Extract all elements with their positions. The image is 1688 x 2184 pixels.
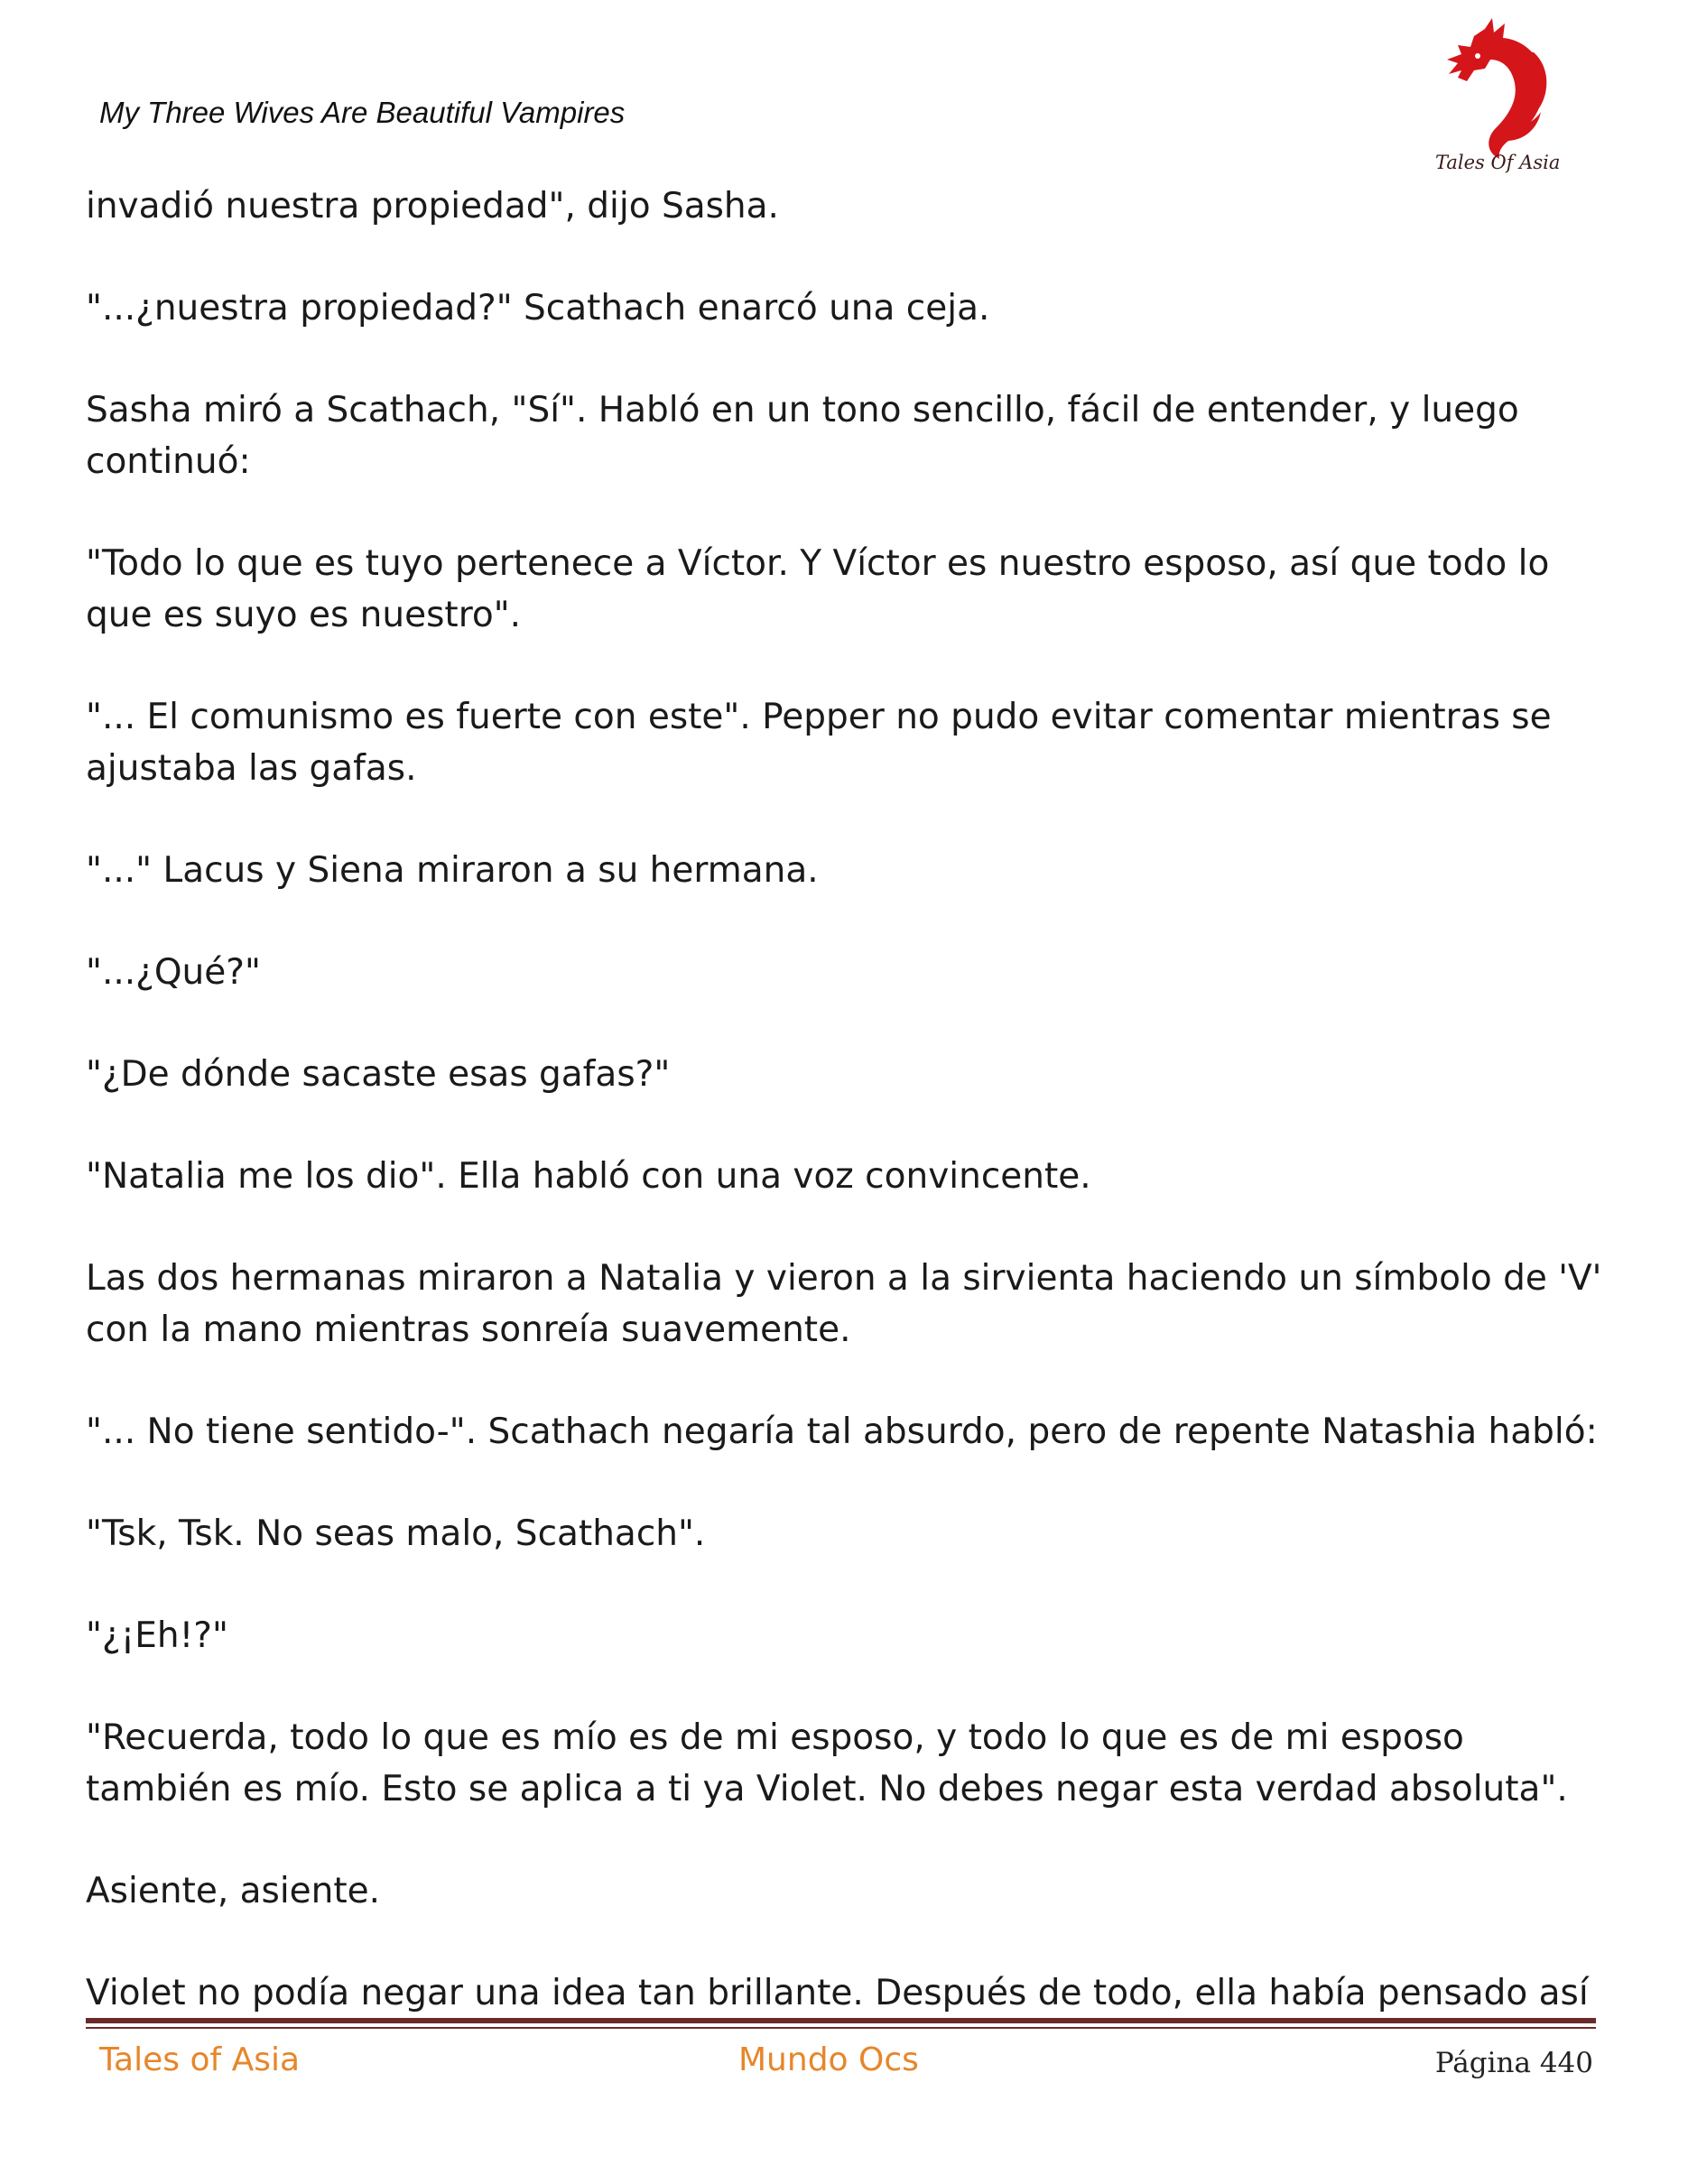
paragraph: "Recuerda, todo lo que es mío es de mi esposo, y todo lo que es de mi esposo también es mío. Esto se aplica a ti ya Violet. No debes negar esta verdad absoluta". [86, 1717, 1568, 1809]
logo-text: Tales Of Asia [1435, 152, 1561, 173]
paragraph: Violet no podía negar una idea tan brillante. Después de todo, ella había pensado así [86, 1973, 1589, 2013]
paragraph: "Todo lo que es tuyo pertenece a Víctor. Y Víctor es nuestro esposo, así que todo lo que es suyo es nuestro". [86, 543, 1550, 635]
paragraph: invadió nuestra propiedad", dijo Sasha. [86, 186, 779, 227]
paragraph: "...¿nuestra propiedad?" Scathach enarcó una ceja. [86, 288, 990, 329]
paragraph: "¿De dónde sacaste esas gafas?" [86, 1054, 671, 1095]
footer-divider [86, 2018, 1596, 2023]
paragraph: "... El comunismo es fuerte con este". Pepper no pudo evitar comentar mientras se ajustaba las gafas. [86, 697, 1552, 789]
paragraph: "Natalia me los dio". Ella habló con una voz convincente. [86, 1156, 1091, 1197]
footer-section-name: Mundo Ocs [738, 2041, 919, 2078]
paragraph: Las dos hermanas miraron a Natalia y vieron a la sirvienta haciendo un símbolo de 'V' con la mano mientras sonreía suavemente. [86, 1258, 1602, 1350]
page-number: Página 440 [1434, 2047, 1593, 2079]
paragraph: "... No tiene sentido-". Scathach negaría tal absurdo, pero de repente Natashia habló: [86, 1411, 1598, 1452]
footer-divider-thin [86, 2027, 1596, 2029]
paragraph: "Tsk, Tsk. No seas malo, Scathach". [86, 1513, 706, 1554]
paragraph: Asiente, asiente. [86, 1871, 381, 1911]
running-title: My Three Wives Are Beautiful Vampires [99, 96, 626, 129]
paragraph: "..." Lacus y Siena miraron a su hermana. [86, 850, 819, 891]
paragraph: "¿¡Eh!?" [86, 1615, 228, 1656]
footer-site-name: Tales of Asia [99, 2041, 301, 2078]
document-body [86, 180, 1611, 2017]
paragraph: "...¿Qué?" [86, 952, 261, 993]
paragraph: Sasha miró a Scathach, "Sí". Habló en un tono sencillo, fácil de entender, y luego continuó: [86, 390, 1519, 482]
